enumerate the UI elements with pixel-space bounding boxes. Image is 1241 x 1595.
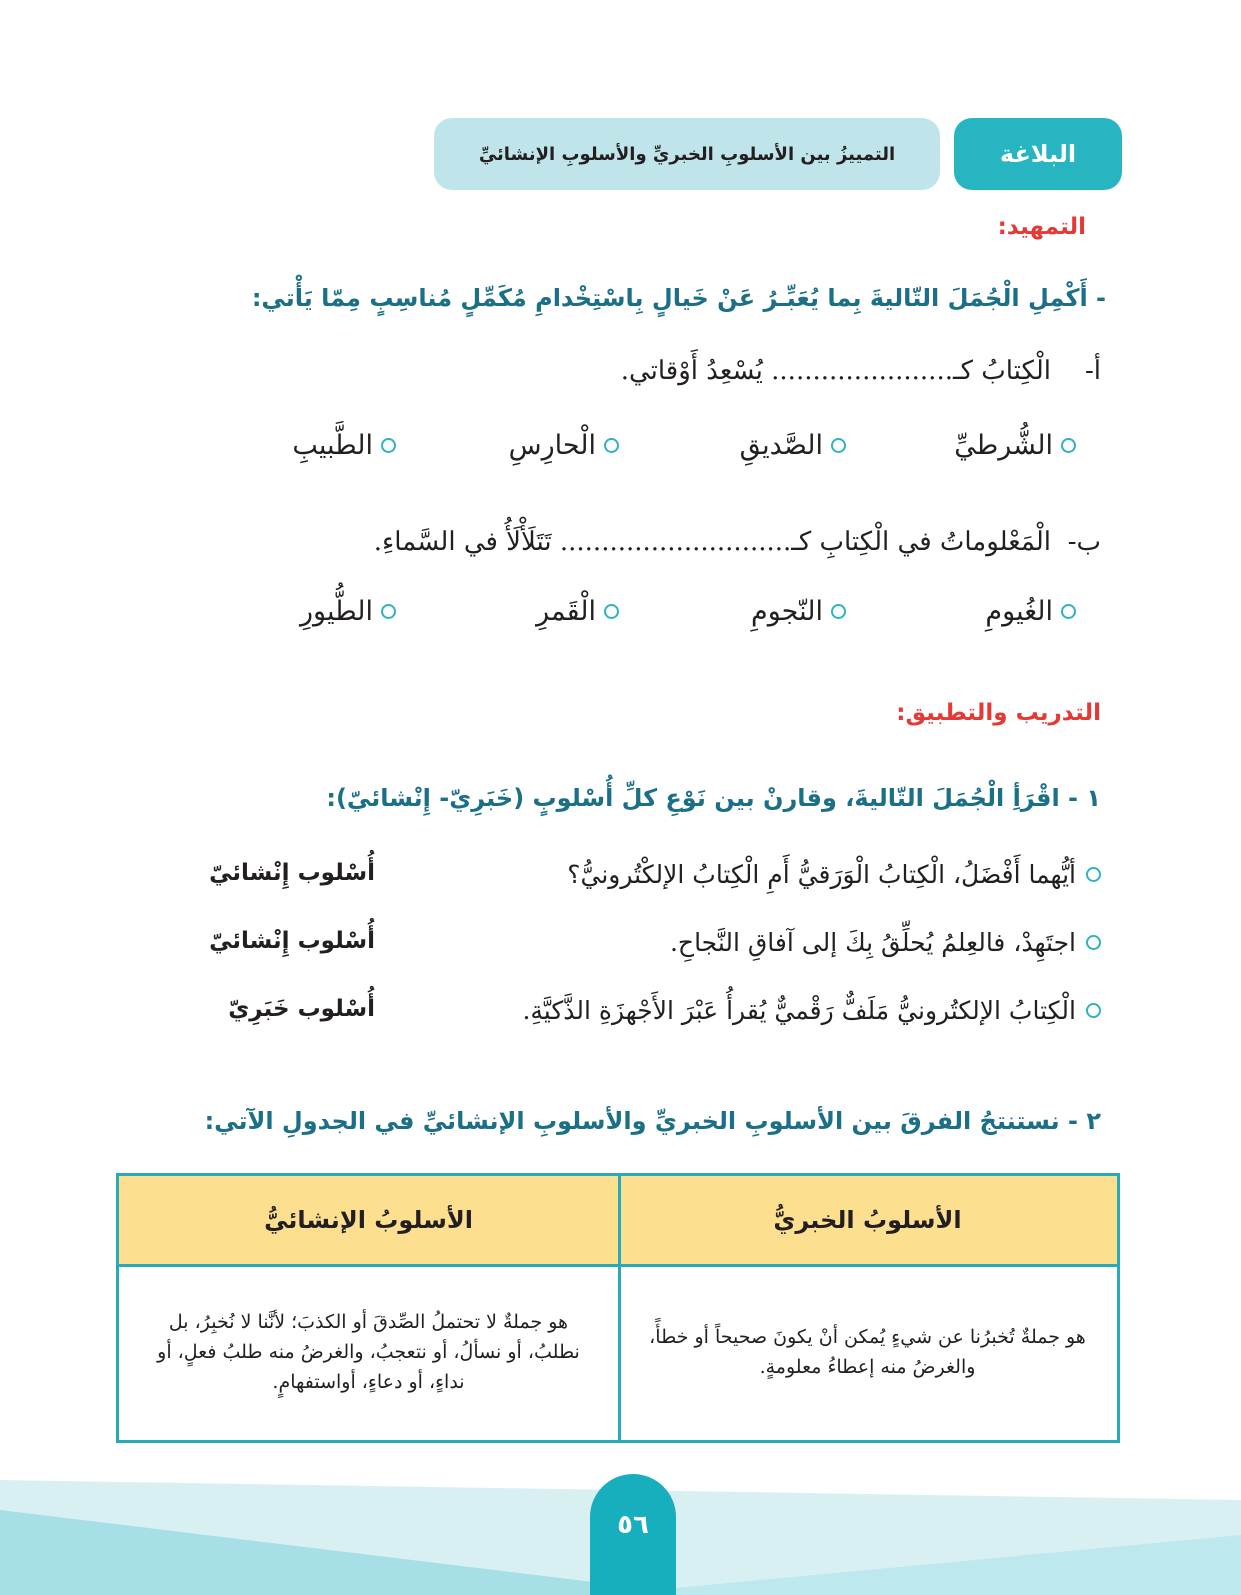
radio-circle-icon	[1061, 438, 1076, 453]
practice-q1: ١ - اقْرَأِ الْجُمَلَ التّاليةَ، وقارنْ بين نَوْعِ كلِّ أُسْلوبٍ (خَبَرِيّ- إِنْشائيّ):	[326, 784, 1101, 812]
option-label: الطَّبيبِ	[292, 430, 373, 461]
comparison-table	[116, 1173, 1120, 1443]
sentence-1	[567, 860, 1101, 889]
radio-circle-icon	[381, 438, 396, 453]
answer-1: أُسْلوب إِنْشائيّ	[209, 860, 375, 886]
lesson-title: التمييزُ بين الأسلوبِ الخبريِّ والأسلوبِ الإنشائيِّ	[478, 143, 896, 165]
table-cell-performative: هو جملةٌ لا تحتملُ الصِّدقَ أو الكذبَ؛ لأنَّنا لا نُخبِرُ، بل نطلبُ، أو نسألُ، أو نتعجبُ، والغرضُ منه طلبُ فعلٍ، أو نداءٍ، أو دعاءٍ، أواستفهامٍ.	[157, 1311, 580, 1393]
sentence-3	[522, 996, 1101, 1025]
option-label: الشُّرطيِّ	[954, 430, 1053, 461]
intro-instruction: - أَكْمِلِ الْجُمَلَ التّاليةَ بِما يُعَبِّـرُ عَنْ خَيالٍ بِاسْتِخْدامِ مُكَمِّلٍ مُناسِبٍ مِمّا يَأْتي:	[251, 284, 1106, 312]
lesson-title-bar	[434, 118, 940, 190]
option-b-1[interactable]	[985, 596, 1076, 627]
option-label: الْحارِسِ	[508, 430, 596, 461]
radio-circle-icon	[381, 604, 396, 619]
option-label: الطُّيورِ	[299, 596, 373, 627]
page-number-badge	[590, 1474, 676, 1595]
radio-circle-icon	[604, 604, 619, 619]
section-tab	[954, 118, 1122, 190]
option-b-3[interactable]	[536, 596, 619, 627]
radio-circle-icon	[831, 604, 846, 619]
option-label: الصَّديقِ	[739, 430, 823, 461]
question-b-letter: ب-	[1067, 527, 1101, 557]
sentence-text: الْكِتابُ الإلكتُرونيُّ مَلَفٌّ رَقْميٌّ يُقرأُ عَبْرَ الأَجْهزَةِ الذَّكيَّةِ.	[522, 996, 1076, 1025]
question-a-letter: أ-	[1084, 356, 1101, 386]
option-label: الْقَمرِ	[536, 596, 596, 627]
intro-heading: التمهيد:	[997, 214, 1086, 240]
radio-circle-icon	[1061, 604, 1076, 619]
answer-2: أُسْلوب إِنْشائيّ	[209, 928, 375, 954]
table-divider-horizontal	[119, 1264, 1117, 1267]
sentence-2	[670, 928, 1101, 957]
table-header-informative: الأسلوبُ الخبريُّ	[618, 1176, 1117, 1264]
table-cell-informative: هو جملةٌ تُخبرُنا عن شيءٍ يُمكن أنْ يكونَ صحيحاً أو خطأً، والغرضُ منه إعطاءُ معلومةٍ.	[649, 1326, 1086, 1378]
bullet-circle-icon	[1086, 1003, 1101, 1018]
option-a-3[interactable]	[509, 430, 619, 461]
page-number: ٥٦	[617, 1510, 649, 1540]
practice-q2: ٢ - نستنتجُ الفرقَ بين الأسلوبِ الخبريِّ والأسلوبِ الإنشائيِّ في الجدولِ الآتي:	[204, 1107, 1101, 1135]
sentence-text: أيُّهما أَفْضَلُ، الْكِتابُ الْوَرَقيُّ أَمِ الْكِتابُ الإلكْتُرونيُّ؟	[567, 860, 1076, 889]
radio-circle-icon	[604, 438, 619, 453]
table-header-performative: الأسلوبُ الإنشائيُّ	[119, 1176, 618, 1264]
bullet-circle-icon	[1086, 935, 1101, 950]
option-label: النّجومِ	[751, 596, 823, 627]
section-tab-label: البلاغة	[999, 140, 1077, 168]
option-b-2[interactable]	[751, 596, 846, 627]
radio-circle-icon	[831, 438, 846, 453]
question-a-text: الْكِتابُ كـ...................... يُسْعِدُ أَوْقاتي.	[620, 356, 1051, 386]
table-divider-vertical	[618, 1176, 621, 1440]
practice-heading: التدريب والتطبيق:	[896, 700, 1101, 726]
option-b-4[interactable]	[300, 596, 396, 627]
bullet-circle-icon	[1086, 867, 1101, 882]
sentence-text: اجتَهِدْ، فالعِلمُ يُحلِّقُ بِكَ إلى آفاقِ النَّجاحِ.	[669, 928, 1076, 957]
answer-3: أُسْلوب خَبَرِيّ	[228, 996, 375, 1022]
option-label: الغُيومِ	[985, 596, 1053, 627]
option-a-2[interactable]	[740, 430, 846, 461]
option-a-4[interactable]	[292, 430, 396, 461]
option-a-1[interactable]	[954, 430, 1076, 461]
question-b-text: الْمَعْلوماتُ في الْكِتابِ كـ............................ تَتَلَأْلَأُ في السَّماءِ.	[373, 527, 1051, 557]
